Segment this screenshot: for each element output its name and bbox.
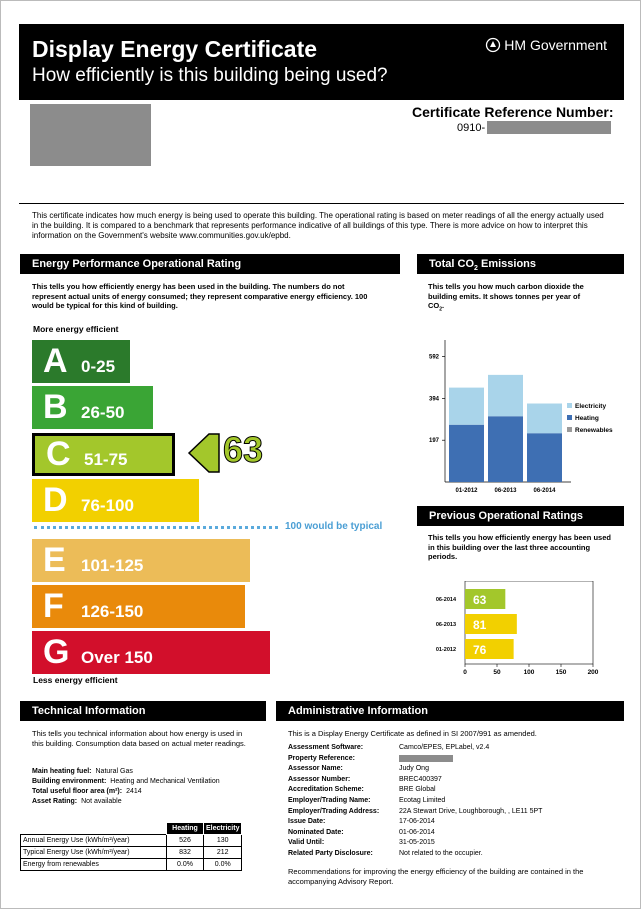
admin-field [288, 807, 618, 817]
x-tick-label: 100 [523, 669, 535, 676]
band-range: 26-50 [81, 402, 125, 422]
co2-chart [421, 336, 626, 496]
rating-band-g [32, 631, 270, 674]
band-letter: F [43, 587, 64, 625]
typical-label: 100 would be typical [285, 521, 383, 532]
co2-title-main: Total CO [429, 258, 475, 270]
rating-band-d [32, 479, 199, 522]
legend-swatch [567, 415, 572, 420]
heating-value: 832 [167, 847, 204, 859]
admin-section-title: Administrative Information [276, 701, 624, 721]
x-tick-label: 06-2014 [533, 488, 556, 494]
tech-field [32, 777, 220, 787]
x-tick-label: 0 [463, 669, 467, 676]
co2-desc-end: . [442, 301, 445, 310]
band-letter: G [43, 633, 70, 671]
admin-field [288, 796, 618, 806]
heating-value: 0.0% [167, 859, 204, 871]
rating-band-e [32, 539, 250, 582]
certificate-ref-value [457, 122, 485, 134]
page-title: Display Energy Certificate [32, 36, 318, 62]
rating-bar-value: 81 [473, 618, 487, 632]
admin-field-value: 01-06-2014 [399, 828, 435, 836]
table-row [21, 835, 242, 847]
rating-band-f [32, 585, 245, 628]
y-tick-label: 197 [428, 438, 439, 445]
admin-field [288, 838, 618, 848]
x-tick-label: 150 [555, 669, 567, 676]
heating-value: 526 [167, 835, 204, 847]
admin-intro: This is a Display Energy Certificate as defined in SI 2007/991 as amended. [288, 729, 537, 738]
admin-field-key: Nominated Date: [288, 828, 344, 836]
table-header-row [21, 823, 242, 835]
admin-field-value: Not related to the occupier. [399, 850, 483, 857]
band-range: 101-125 [81, 555, 144, 575]
co2-section-title [417, 254, 624, 274]
category-label: 01-2012 [435, 647, 456, 653]
co2-desc-line2: building emits. It shows tonnes per year of [428, 291, 581, 301]
admin-field-value: 31-05-2015 [399, 839, 435, 847]
admin-field [288, 754, 618, 764]
current-rating-value: 63 [223, 429, 264, 470]
row-label: Annual Energy Use (kWh/m²/year) [21, 835, 167, 847]
admin-field [288, 785, 618, 795]
rating-section-title: Energy Performance Operational Rating [20, 254, 400, 274]
band-letter: D [43, 481, 68, 519]
current-rating-arrow-icon [187, 433, 221, 473]
legend-label: Renewables [575, 427, 613, 434]
divider [19, 203, 624, 204]
band-range: 0-25 [81, 356, 116, 376]
x-tick-label: 200 [587, 669, 599, 676]
category-label: 06-2014 [435, 597, 456, 603]
legend-swatch [567, 403, 572, 408]
tech-field-key: Asset Rating: [32, 798, 78, 805]
admin-field-key: Property Reference: [288, 754, 355, 762]
page-subtitle: How efficiently is this building being used? [32, 65, 388, 86]
admin-field-value: Judy Ong [399, 765, 429, 773]
category-label: 06-2013 [435, 622, 456, 628]
table-corner [21, 823, 167, 835]
row-label: Energy from renewables [21, 859, 167, 871]
co2-bar-electricity [449, 388, 484, 425]
tech-field-value: Natural Gas [95, 768, 133, 775]
hm-government-logo [485, 37, 607, 53]
redacted-property-reference [399, 755, 453, 762]
co2-bar-heating [449, 425, 484, 482]
co2-bar-electricity [527, 404, 562, 434]
less-efficient-label: Less energy efficient [33, 675, 118, 685]
tech-field-value: Heating and Mechanical Ventilation [110, 778, 220, 785]
legend-label: Heating [575, 415, 599, 422]
x-tick-label: 01-2012 [455, 488, 478, 494]
electricity-value: 0.0% [204, 859, 242, 871]
admin-field-key: Employer/Trading Name: [288, 797, 371, 804]
admin-field [288, 828, 618, 838]
band-range: 51-75 [84, 449, 128, 469]
band-range: 126-150 [81, 601, 144, 621]
admin-field-key: Assessor Number: [288, 775, 351, 783]
rating-band-b [32, 386, 153, 429]
certificate-ref-prefix: 0910- [457, 122, 486, 134]
x-tick-label: 06-2013 [494, 488, 517, 494]
admin-field-value: Camco/EPES, EPLabel, v2.4 [399, 744, 490, 751]
tech-field [32, 787, 142, 797]
header-banner [19, 24, 624, 100]
admin-field-key: Valid Until: [288, 839, 325, 847]
co2-bar-heating [488, 416, 523, 482]
admin-field-key: Assessment Software: [288, 744, 364, 751]
electricity-value: 130 [204, 835, 242, 847]
previous-desc: This tells you how efficiently energy has been used in this building over the last three accounting periods. [428, 533, 611, 561]
co2-desc-line3: CO [428, 301, 440, 310]
heating-header: Heating [167, 823, 204, 835]
admin-field-key: Accreditation Scheme: [288, 786, 364, 794]
band-range: 76-100 [81, 495, 134, 515]
co2-desc-line1: This tells you how much carbon dioxide the [428, 282, 584, 291]
tech-field-key: Total useful floor area (m²): [32, 788, 123, 795]
gov-label: HM Government [504, 37, 607, 53]
previous-section-title: Previous Operational Ratings [417, 506, 624, 526]
admin-field [288, 764, 618, 774]
electricity-header: Electricity [204, 823, 242, 835]
y-tick-label: 394 [428, 396, 439, 403]
admin-field-value: BRE Global [399, 786, 436, 794]
redacted-ref-number [487, 121, 611, 134]
electricity-value: 212 [204, 847, 242, 859]
tech-field-value: 2414 [126, 788, 142, 795]
co2-title-sub: 2 [474, 265, 478, 273]
table-row [21, 859, 242, 871]
energy-use-table [20, 822, 242, 871]
band-range: Over 150 [81, 647, 153, 667]
admin-field-key: Issue Date: [288, 818, 326, 826]
technical-desc: This tells you technical information about how energy is used in this building. Consumption data based on actual meter readings. [32, 729, 246, 748]
rating-bar-value: 76 [473, 643, 487, 657]
tech-field-key: Main heating fuel: [32, 768, 92, 775]
table-row [21, 847, 242, 859]
tech-field [32, 767, 133, 777]
admin-field [288, 775, 618, 785]
rating-band-a [32, 340, 130, 383]
admin-field-key: Employer/Trading Address: [288, 807, 380, 815]
y-tick-label: 592 [428, 354, 439, 361]
admin-field [288, 849, 618, 859]
previous-ratings-chart [421, 581, 626, 681]
co2-title-end: Emissions [477, 258, 536, 270]
admin-field-value: 17-06-2014 [399, 818, 435, 826]
admin-field-key: Assessor Name: [288, 765, 343, 773]
tech-field-key: Building environment: [32, 778, 107, 785]
admin-field [288, 743, 618, 753]
rating-bar-value: 63 [473, 593, 487, 607]
co2-desc-sub: 2 [439, 306, 443, 313]
tech-field [32, 797, 122, 807]
band-letter: B [43, 388, 68, 426]
rating-desc: This tells you how efficiently energy has been used in the building. The numbers do not represent actual units of energy consumed; they represent comparative energy efficiency. 100 would be typical for this kind of building. [32, 282, 368, 310]
certificate-ref-label: Certificate Reference Number: [412, 104, 614, 120]
technical-section-title: Technical Information [20, 701, 266, 721]
more-efficient-label: More energy efficient [33, 324, 119, 334]
legend-swatch [567, 427, 572, 432]
typical-line [34, 526, 278, 529]
co2-desc [428, 282, 618, 315]
legend-label: Electricity [575, 403, 607, 410]
rating-band-c [32, 433, 175, 476]
admin-recommendation: Recommendations for improving the energy efficiency of the building are contained in the accompanying Advisory Report. [288, 867, 584, 886]
co2-bar-heating [527, 433, 562, 482]
band-letter: A [43, 342, 68, 380]
row-label: Typical Energy Use (kWh/m²/year) [21, 847, 167, 859]
admin-field-value: 22A Stewart Drive, Loughborough, , LE11 5PT [399, 807, 543, 815]
intro-text: This certificate indicates how much energy is being used to operate this building. The operational rating is based on meter readings of all the energy actually used in the building. It is compared to a benchmark that represents performance indicative of all buildings of this type. There is more advice on how to interpret this information on the Government's website www.communities.gov.uk/epbd. [32, 211, 604, 240]
admin-field-value: BREC400397 [399, 775, 442, 783]
admin-field [288, 817, 618, 827]
crest-icon [485, 37, 501, 53]
band-letter: C [46, 435, 71, 473]
x-tick-label: 50 [493, 669, 501, 676]
redacted-address [30, 104, 151, 166]
co2-bar-electricity [488, 375, 523, 416]
band-letter: E [43, 541, 66, 579]
tech-field-value: Not available [81, 798, 122, 805]
admin-field-value: Ecotag Limited [399, 797, 446, 804]
admin-field-key: Related Party Disclosure: [288, 850, 373, 857]
